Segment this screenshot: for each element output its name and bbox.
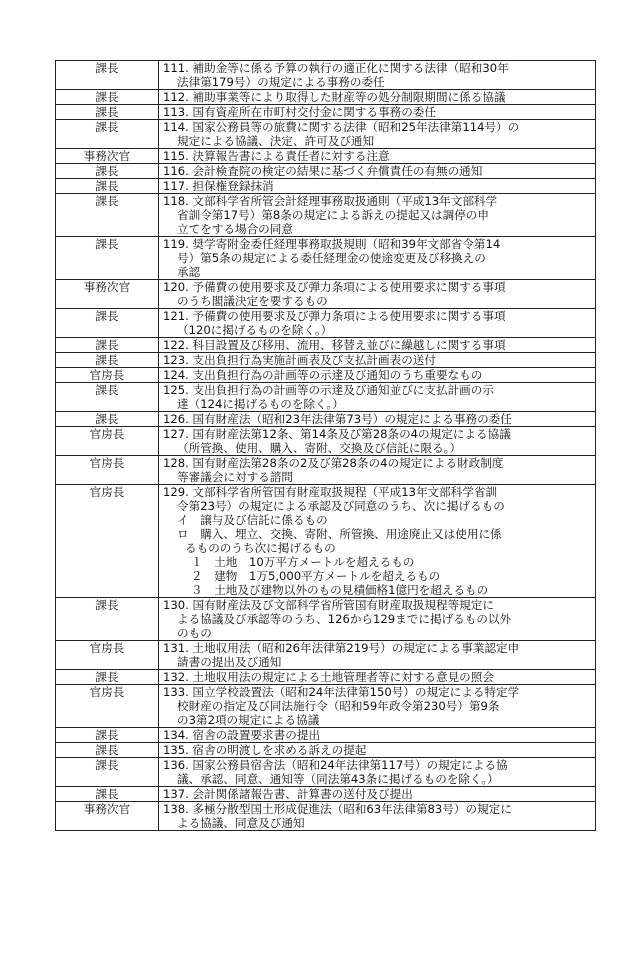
- item-cell: [159, 685, 596, 728]
- item-line: 136. 国家公務員宿舎法（昭和24年法律第117号）の規定による協: [163, 758, 508, 772]
- item-cell: [159, 194, 596, 237]
- item-cell: [159, 309, 596, 338]
- item-line: 114. 国家公務員等の旅費に関する法律（昭和25年法律第114号）の: [163, 120, 520, 134]
- item-cell: [159, 485, 596, 598]
- item-line: 達（124に掲げるものを除く。）: [177, 397, 344, 411]
- item-line: 126. 国有財産法（昭和23年法律第73号）の規定による事務の委任: [163, 412, 512, 426]
- approver-cell: 課長: [56, 353, 159, 368]
- item-cell: [159, 353, 596, 368]
- item-cell: [159, 383, 596, 412]
- item-cell: [159, 164, 596, 179]
- item-line: 113. 国有資産所在市町村交付金に関する事務の委任: [163, 105, 436, 119]
- item-cell: [159, 179, 596, 194]
- item-cell: [159, 743, 596, 758]
- table-row: [56, 802, 596, 831]
- table-row: [56, 237, 596, 280]
- table-row: [56, 685, 596, 728]
- item-line: 115. 決算報告書による責任者に対する注意: [163, 149, 390, 163]
- approver-cell: 事務次官: [56, 149, 159, 164]
- item-line: 124. 支出負担行為の計画等の示達及び通知のうち重要なもの: [163, 368, 483, 382]
- item-cell: [159, 280, 596, 309]
- approver-cell: 事務次官: [56, 280, 159, 309]
- approver-cell: 課長: [56, 120, 159, 149]
- item-cell: [159, 598, 596, 641]
- approver-cell: 課長: [56, 194, 159, 237]
- approver-cell: 課長: [56, 179, 159, 194]
- table-body: [56, 61, 596, 831]
- table-row: [56, 485, 596, 598]
- approver-cell: 課長: [56, 90, 159, 105]
- item-cell: [159, 105, 596, 120]
- item-cell: [159, 237, 596, 280]
- item-cell: [159, 427, 596, 456]
- item-line: 112. 補助事業等により取得した財産等の処分制限期間に係る協議: [163, 90, 506, 104]
- approver-cell: 官房長: [56, 368, 159, 383]
- approver-cell: 課長: [56, 338, 159, 353]
- approver-cell: 官房長: [56, 641, 159, 670]
- item-line: 128. 国有財産法第28条の2及び第28条の4の規定による財政制度: [163, 456, 504, 470]
- item-line: 111. 補助金等に係る予算の執行の適正化に関する法律（昭和30年: [163, 61, 509, 75]
- approver-cell: 課長: [56, 758, 159, 787]
- item-line: ３ 土地及び建物以外のもの見積価格1億円を超えるもの: [191, 583, 489, 597]
- item-line: るもののうち次に掲げるもの: [185, 541, 336, 555]
- item-line: 等審議会に対する諮問: [177, 470, 293, 484]
- item-line: 立てをする場合の同意: [177, 222, 293, 236]
- table-row: [56, 728, 596, 743]
- table-row: [56, 338, 596, 353]
- table-row: [56, 427, 596, 456]
- item-cell: [159, 338, 596, 353]
- item-cell: [159, 802, 596, 831]
- table-row: [56, 670, 596, 685]
- approver-cell: 課長: [56, 728, 159, 743]
- item-cell: [159, 149, 596, 164]
- item-cell: [159, 758, 596, 787]
- item-line: イ 譲与及び信託に係るもの: [177, 513, 328, 527]
- item-line: 123. 支出負担行為実施計画表及び支払計画表の送付: [163, 353, 436, 367]
- item-cell: [159, 787, 596, 802]
- item-line: 令第23号）の規定による承認及び同意のうち、次に掲げるもの: [177, 499, 505, 513]
- table-row: [56, 456, 596, 485]
- item-line: 承認: [177, 265, 201, 279]
- item-line: 117. 担保権登録抹消: [163, 179, 274, 193]
- approver-cell: 課長: [56, 412, 159, 427]
- approver-cell: 事務次官: [56, 802, 159, 831]
- approver-cell: 課長: [56, 105, 159, 120]
- table-row: [56, 179, 596, 194]
- item-line: 138. 多極分散型国土形成促進法（昭和63年法律第83号）の規定に: [163, 802, 512, 816]
- item-line: 132. 土地収用法の規定による土地管理者等に対する意見の照会: [163, 670, 494, 684]
- item-cell: [159, 120, 596, 149]
- item-line: 118. 文部科学省所管会計経理事務取扱通則（平成13年文部科学: [163, 194, 498, 208]
- item-line: の3第2項の規定による協議: [177, 713, 320, 727]
- table-row: [56, 90, 596, 105]
- table-row: [56, 353, 596, 368]
- item-line: 120. 予備費の使用要求及び弾力条項による使用要求に関する事項: [163, 280, 506, 294]
- item-cell: [159, 90, 596, 105]
- item-line: 議、承認、同意、通知等（同法第43条に掲げるものを除く。）: [177, 772, 499, 786]
- item-cell: [159, 641, 596, 670]
- approver-cell: 課長: [56, 670, 159, 685]
- item-line: 号）第5条の規定による委任経理金の使途変更及び移換えの: [177, 251, 486, 265]
- table-row: [56, 758, 596, 787]
- table-row: [56, 61, 596, 90]
- item-line: 請書の提出及び通知: [177, 655, 282, 669]
- item-line: 133. 国立学校設置法（昭和24年法律第150号）の規定による特定学: [163, 685, 520, 699]
- table-row: [56, 164, 596, 179]
- table-row: [56, 383, 596, 412]
- table-row: [56, 194, 596, 237]
- item-line: 119. 奨学寄附金委任経理事務取扱規則（昭和39年文部省令第14: [163, 237, 501, 251]
- delegation-table: [55, 60, 596, 831]
- table-row: [56, 280, 596, 309]
- table-row: [56, 598, 596, 641]
- approver-cell: 課長: [56, 598, 159, 641]
- table-row: [56, 149, 596, 164]
- approver-cell: 課長: [56, 383, 159, 412]
- item-line: よる協議及び承認等のうち、126から129までに掲げるもの以外: [177, 612, 512, 626]
- item-line: （所管換、使用、購入、寄附、交換及び信託に限る。）: [177, 441, 462, 455]
- item-line: 129. 文部科学省所管国有財産取扱規程（平成13年文部科学省訓: [163, 485, 498, 499]
- item-line: 131. 土地収用法（昭和26年法律第219号）の規定による事業認定申: [163, 641, 520, 655]
- approver-cell: 課長: [56, 309, 159, 338]
- item-line: （120に掲げるものを除く。）: [177, 323, 333, 337]
- item-cell: [159, 456, 596, 485]
- item-line: 137. 会計関係諸報告書、計算書の送付及び提出: [163, 787, 413, 801]
- item-line: 121. 予備費の使用要求及び弾力条項による使用要求に関する事項: [163, 309, 506, 323]
- item-line: のうち閣議決定を要するもの: [177, 294, 328, 308]
- approver-cell: 課長: [56, 237, 159, 280]
- item-line: のもの: [177, 626, 212, 640]
- item-line: ２ 建物 1万5,000平方メートルを超えるもの: [191, 569, 441, 583]
- item-line: 127. 国有財産法第12条、第14条及び第28条の4の規定による協議: [163, 427, 511, 441]
- table-row: [56, 105, 596, 120]
- table-row: [56, 641, 596, 670]
- approver-cell: 官房長: [56, 456, 159, 485]
- item-cell: [159, 670, 596, 685]
- approver-cell: 官房長: [56, 685, 159, 728]
- approver-cell: 課長: [56, 164, 159, 179]
- item-line: ロ 購入、埋立、交換、寄附、所管換、用途廃止又は使用に係: [177, 527, 502, 541]
- table-row: [56, 412, 596, 427]
- item-line: 規定による協議、決定、許可及び通知: [177, 134, 375, 148]
- table-row: [56, 787, 596, 802]
- item-cell: [159, 412, 596, 427]
- approver-cell: 官房長: [56, 485, 159, 598]
- item-line: 校財産の指定及び同法施行令（昭和59年政令第230号）第9条: [177, 699, 500, 713]
- approver-cell: 官房長: [56, 427, 159, 456]
- item-line: 134. 宿舎の設置要求書の提出: [163, 728, 321, 742]
- item-line: 省訓令第17号）第8条の規定による訴えの提起又は調停の申: [177, 208, 489, 222]
- item-line: よる協議、同意及び通知: [177, 816, 305, 830]
- item-line: 122. 科目設置及び移用、流用、移替え並びに繰越しに関する事項: [163, 338, 506, 352]
- item-cell: [159, 61, 596, 90]
- approver-cell: 課長: [56, 743, 159, 758]
- item-line: 116. 会計検査院の検定の結果に基づく弁償責任の有無の通知: [163, 164, 483, 178]
- approver-cell: 課長: [56, 61, 159, 90]
- item-line: 125. 支出負担行為の計画等の示達及び通知並びに支払計画の示: [163, 383, 494, 397]
- table-row: [56, 368, 596, 383]
- item-cell: [159, 368, 596, 383]
- item-line: 130. 国有財産法及び文部科学省所管国有財産取扱規程等規定に: [163, 598, 494, 612]
- approver-cell: 課長: [56, 787, 159, 802]
- item-line: １ 土地 10万平方メートルを超えるもの: [191, 555, 415, 569]
- table-row: [56, 309, 596, 338]
- table-row: [56, 743, 596, 758]
- item-cell: [159, 728, 596, 743]
- item-line: 法律第179号）の規定による事務の委任: [177, 75, 385, 89]
- table-row: [56, 120, 596, 149]
- item-line: 135. 宿舎の明渡しを求める訴えの提起: [163, 743, 367, 757]
